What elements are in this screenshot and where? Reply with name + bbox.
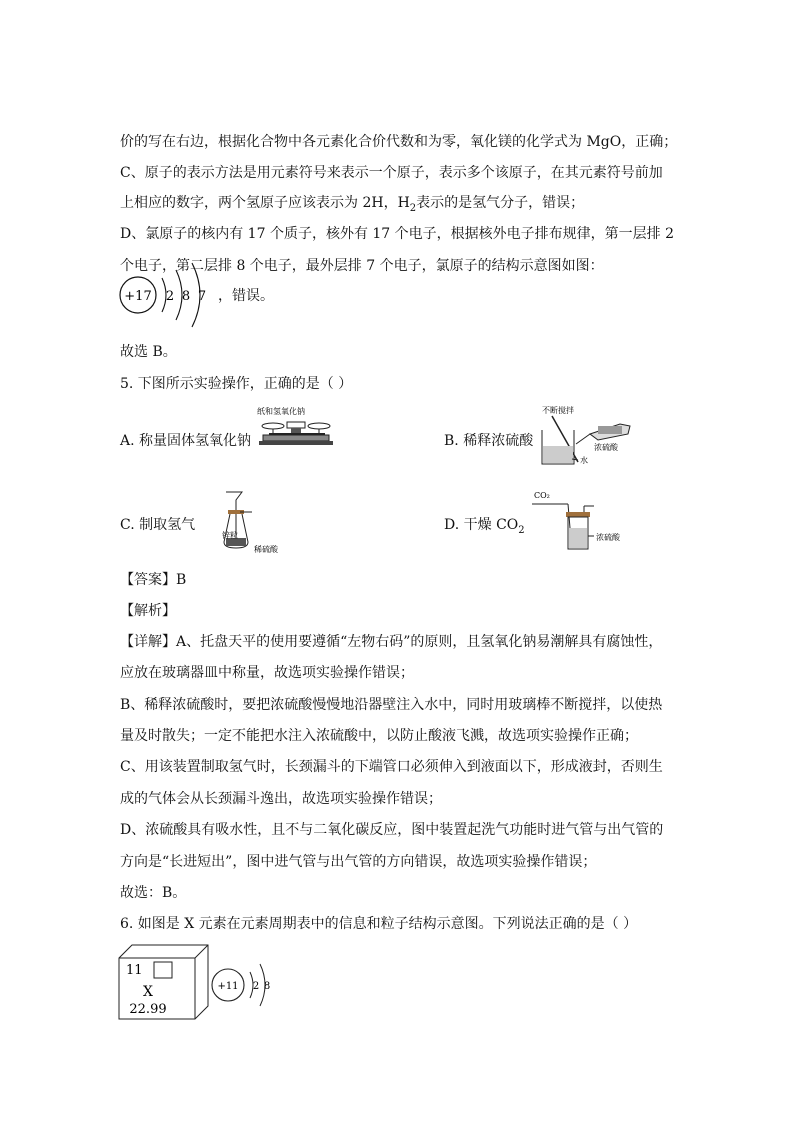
atomic-mass: 22.99	[129, 1002, 167, 1017]
option-c-zinc-note: 锌粒	[222, 531, 238, 540]
x-nucleus-charge: +11	[217, 981, 239, 992]
answer: 【答案】B	[120, 572, 187, 588]
cl-nucleus-charge: +17	[124, 289, 152, 304]
option-a-note: 纸和氢氧化钠	[257, 407, 305, 416]
hydrogen-apparatus	[222, 488, 312, 556]
element-symbol: X	[143, 984, 153, 1000]
detail-line-9: 故选：B。	[120, 885, 187, 901]
detail-line-3: B、稀释浓硫酸时，要把浓硫酸慢慢地沿器壁注入水中，同时用玻璃棒不断搅拌，以使热	[120, 697, 663, 713]
chlorine-atom-diagram	[118, 258, 218, 332]
dilution-apparatus	[538, 404, 648, 468]
option-b-water-note: 水	[580, 456, 588, 465]
x-shell-1: 2	[252, 981, 260, 992]
question-6: 6. 如图是 X 元素在元素周期表中的信息和粒子结构示意图。下列说法正确的是（ ）	[120, 916, 638, 932]
detail-line-2: 应放在玻璃器皿中称量，故选项实验操作错误；	[120, 665, 414, 681]
option-b-stir-note: 不断搅拌	[542, 406, 574, 415]
text-line-3a: 上相应的数字，两个氢原子应该表示为 2H，H	[120, 195, 410, 211]
text-line-2: C、原子的表示方法是用元素符号来表示一个原子，表示多个该原子，在其元素符号前加	[120, 165, 663, 181]
cl-shell-2: 8	[181, 289, 191, 304]
option-a-label: A. 称量固体氢氧化钠	[120, 433, 252, 449]
option-d-subscript: 2	[518, 524, 525, 536]
analysis-heading: 【解析】	[120, 603, 176, 619]
option-c-label: C. 制取氢气	[120, 517, 196, 533]
detail-line-6: 成的气体会从长颈漏斗逸出，故选项实验操作错误；	[120, 791, 442, 807]
periodic-table-cell	[118, 944, 210, 1020]
option-b-label: B. 稀释浓硫酸	[444, 433, 534, 449]
option-d-label	[444, 514, 525, 536]
detail-line-5: C、用该装置制取氢气时，长颈漏斗的下端管口必须伸入到液面以下，形成液封，否则生	[120, 759, 663, 775]
text-line-5: 个电子，第二层排 8 个电子，最外层排 7 个电子，氯原子的结构示意图如图：	[120, 258, 604, 274]
option-d-label-text: D. 干燥 CO	[444, 517, 519, 533]
text-line-3b: 表示的是氢气分子，错误；	[416, 195, 585, 211]
gas-drying-apparatus	[528, 488, 638, 552]
option-b-acid-note: 浓硫酸	[594, 443, 618, 452]
text-line-4: D、氯原子的核内有 17 个质子，核外有 17 个电子，根据核外电子排布规律，第一层排 2	[120, 226, 675, 242]
text-line-7: 故选 B。	[120, 344, 177, 360]
option-d-gas-note: CO₂	[534, 491, 550, 500]
text-line-6: ，错误。	[218, 288, 274, 304]
question-5: 5. 下图所示实验操作，正确的是（ ）	[120, 376, 353, 392]
text-line-3	[120, 193, 584, 219]
option-c-acid-note: 稀硫酸	[254, 545, 278, 554]
cl-shell-3: 7	[197, 289, 207, 304]
atomic-number: 11	[126, 963, 143, 978]
detail-line-7: D、浓硫酸具有吸水性，且不与二氧化碳反应，图中装置起洗气功能时进气管与出气管的	[120, 822, 664, 838]
x-particle-diagram	[208, 958, 280, 1012]
detail-line-8: 方向是“长进短出”，图中进气管与出气管的方向错误，故选项实验操作错误；	[120, 854, 597, 870]
x-shell-2: 8	[263, 981, 271, 992]
cl-shell-1: 2	[165, 289, 175, 304]
detail-line-1: 【详解】A、托盘天平的使用要遵循“左物右码”的原则，且氢氧化钠易潮解具有腐蚀性，	[120, 634, 663, 650]
text-line-1: 价的写在右边，根据化合物中各元素化合价代数和为零，氧化镁的化学式为 MgO，正确；	[120, 134, 678, 150]
balance-apparatus	[255, 404, 345, 446]
detail-line-4: 量及时散失；一定不能把水注入浓硫酸中，以防止酸液飞溅，故选项实验操作正确；	[120, 728, 638, 744]
h2-subscript: 2	[409, 202, 417, 214]
option-d-acid-note: 浓硫酸	[596, 533, 620, 542]
